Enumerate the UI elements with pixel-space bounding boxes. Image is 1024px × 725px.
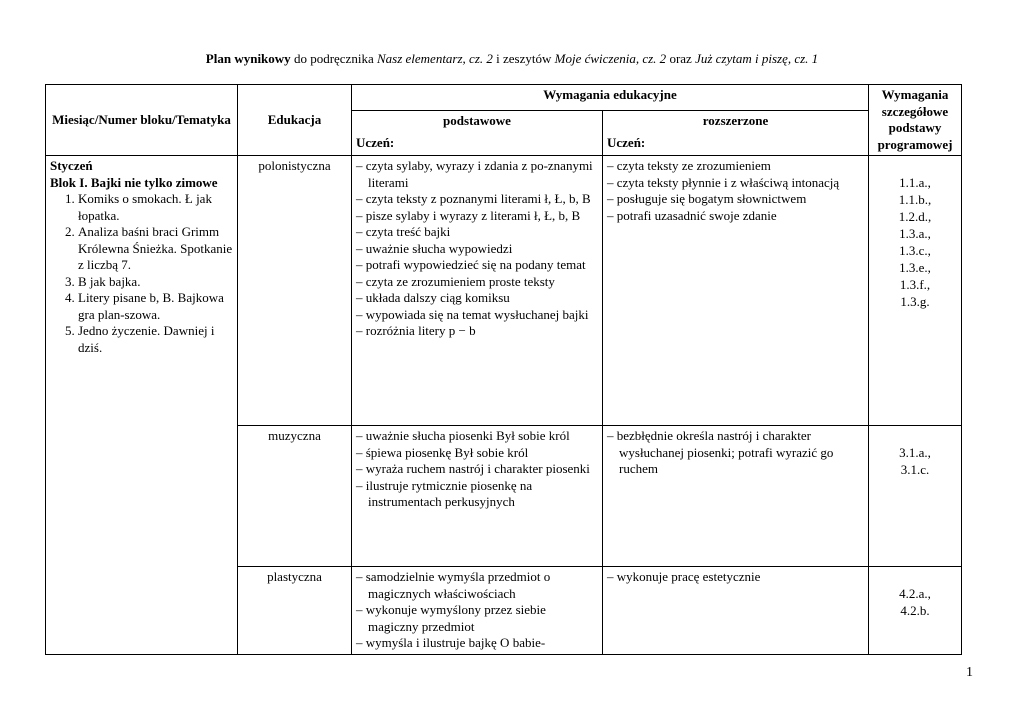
extended-polonistyczna <box>603 156 869 426</box>
header-podstawowe: podstawowe <box>352 111 603 133</box>
curriculum-code: 1.3.e., <box>899 260 931 275</box>
block-month: Styczeń <box>50 158 93 173</box>
block-title: Blok I. Bajki nie tylko zimowe <box>50 174 218 190</box>
edu-polonistyczna: polonistyczna <box>238 156 352 426</box>
topic-item: 2. Analiza baśni braci Grimm Królewna Śnieżka. Spotkanie z liczbą 7. <box>78 224 233 274</box>
basic-plastyczna <box>352 567 603 655</box>
curriculum-code: 1.3.c., <box>899 243 931 258</box>
requirement-item: – wykonuje wymyślony przez siebie magiczny przedmiot <box>356 602 598 635</box>
document-title: Plan wynikowy do podręcznika Nasz elementarz, cz. 2 i zeszytów Moje ćwiczenia, cz. 2 oraz Już czytam i piszę, cz. 1 <box>205 51 819 66</box>
requirement-item: – czyta treść bajki <box>356 224 598 241</box>
header-rozszerzone: rozszerzone <box>603 111 869 133</box>
curriculum-code: 1.1.b., <box>898 192 932 207</box>
requirement-item: – czyta teksty płynnie i z właściwą intonacją <box>607 175 864 192</box>
requirement-item: – śpiewa piosenkę Był sobie król <box>356 445 598 462</box>
requirement-item: – wyraża ruchem nastrój i charakter piosenki <box>356 461 598 478</box>
topic-item: 5. Jedno życzenie. Dawniej i dziś. <box>78 323 233 356</box>
basic-polonistyczna <box>352 156 603 426</box>
topic-item: 1. Komiks o smokach. Ł jak łopatka. <box>78 191 233 224</box>
extended-muzyczna <box>603 426 869 567</box>
topic-item: 4. Litery pisane b, B. Bajkowa gra plan-szowa. <box>78 290 233 323</box>
curriculum-code: 1.3.a., <box>899 226 931 241</box>
curriculum-code: 1.1.a., <box>899 175 931 190</box>
requirement-item: – uważnie słucha wypowiedzi <box>356 241 598 258</box>
curriculum-code: 1.3.f., <box>899 277 931 292</box>
header-uczen-basic: Uczeń: <box>352 133 603 155</box>
page-number: 1 <box>966 665 973 680</box>
curriculum-code: 1.2.d., <box>898 209 932 224</box>
requirement-item: – uważnie słucha piosenki Był sobie król <box>356 428 598 445</box>
requirement-item: – posługuje się bogatym słownictwem <box>607 191 864 208</box>
codes-polonistyczna <box>869 156 962 426</box>
curriculum-code: 4.2.a., <box>899 586 931 601</box>
edu-plastyczna: plastyczna <box>238 567 352 655</box>
requirement-item: – wymyśla i ilustruje bajkę O babie- <box>356 635 598 652</box>
requirement-item: – czyta teksty ze zrozumieniem <box>607 158 864 175</box>
topic-list <box>50 191 233 356</box>
requirement-item: – układa dalszy ciąg komiksu <box>356 290 598 307</box>
requirement-item: – bezbłędnie określa nastrój i charakter wysłuchanej piosenki; potrafi wyrazić go ruchem <box>607 428 864 478</box>
header-month: Miesiąc/Numer bloku/Tematyka <box>46 85 238 156</box>
edu-muzyczna: muzyczna <box>238 426 352 567</box>
requirement-item: – czyta teksty z poznanymi literami ł, Ł, b, B <box>356 191 598 208</box>
header-wymagania: Wymagania edukacyjne <box>352 85 869 111</box>
topic-item: 3. B jak bajka. <box>78 274 233 291</box>
extended-plastyczna <box>603 567 869 655</box>
requirement-item: – rozróżnia litery p − b <box>356 323 598 340</box>
requirement-item: – ilustruje rytmicznie piosenkę na instrumentach perkusyjnych <box>356 478 598 511</box>
header-uczen-extended: Uczeń: <box>603 133 869 155</box>
requirement-item: – samodzielnie wymyśla przedmiot o magicznych właściwościach <box>356 569 598 602</box>
header-edukacja: Edukacja <box>238 85 352 156</box>
codes-plastyczna <box>869 567 962 655</box>
requirement-item: – potrafi wypowiedzieć się na podany temat <box>356 257 598 274</box>
curriculum-code: 4.2.b. <box>900 603 930 618</box>
header-szczegolowe: Wymagania szczegółowe podstawy programowej <box>869 85 962 156</box>
requirement-item: – wykonuje pracę estetycznie <box>607 569 864 586</box>
requirement-item: – pisze sylaby i wyrazy z literami ł, Ł, b, B <box>356 208 598 225</box>
curriculum-code: 3.1.c. <box>900 462 930 477</box>
basic-muzyczna <box>352 426 603 567</box>
requirement-item: – czyta sylaby, wyrazy i zdania z po-znanymi literami <box>356 158 598 191</box>
codes-muzyczna <box>869 426 962 567</box>
block-cell <box>46 156 238 655</box>
curriculum-code: 3.1.a., <box>899 445 931 460</box>
requirement-item: – wypowiada się na temat wysłuchanej bajki <box>356 307 598 324</box>
requirement-item: – czyta ze zrozumieniem proste teksty <box>356 274 598 291</box>
requirement-item: – potrafi uzasadnić swoje zdanie <box>607 208 864 225</box>
curriculum-code: 1.3.g. <box>900 294 930 309</box>
plan-table <box>45 84 962 655</box>
